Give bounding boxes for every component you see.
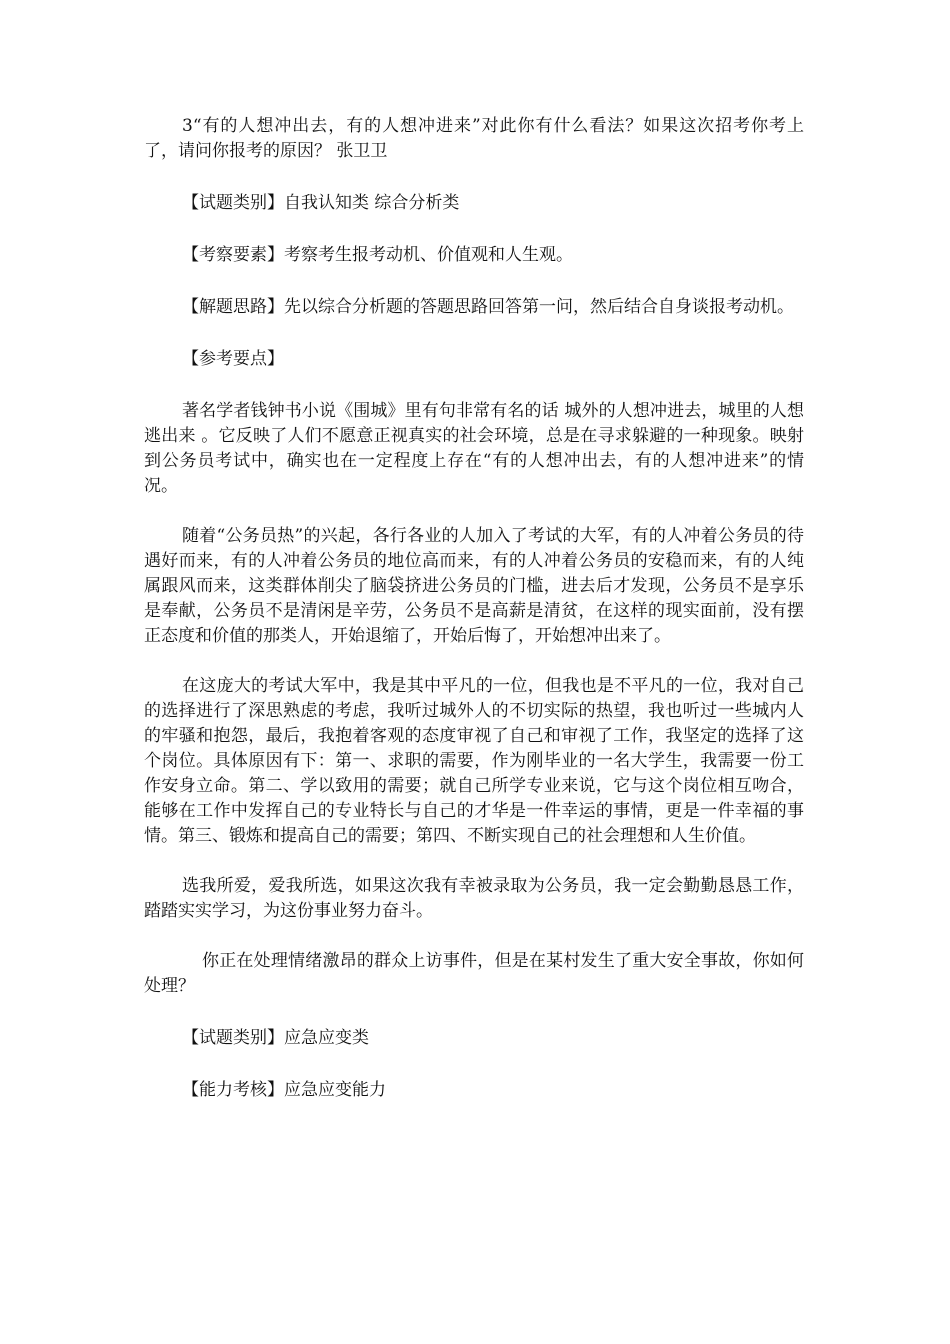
question-3-paragraph-1: 著名学者钱钟书小说《围城》里有句非常有名的话 城外的人想冲进去，城里的人想逃出来 。它反映了人们不愿意正视真实的社会环境，总是在寻求躲避的一种现象。映射到公务员考试中，确实也在一定程度上存在“有的人想冲出去，有的人想冲进来”的情况。 [144,401,804,496]
question-4-title: 你正在处理情绪激昂的群众上访事件，但是在某村发生了重大安全事故，你如何处理？ [144,951,804,996]
question-3-approach: 【解题思路】先以综合分析题的答题思路回答第一问，然后结合自身谈报考动机。 [182,297,794,317]
question-3-title: 3“有的人想冲出去，有的人想冲进来”对此你有什么看法？如果这次招考你考上了，请问你报考的原因？ 张卫卫 [144,116,804,161]
question-4-category: 【试题类别】应急应变类 [182,1028,369,1048]
question-3-category: 【试题类别】自我认知类 综合分析类 [182,193,460,213]
document-page [144,114,804,1103]
question-3-paragraph-4: 选我所爱，爱我所选，如果这次我有幸被录取为公务员，我一定会勤勤恳恳工作，踏踏实实学习，为这份事业努力奋斗。 [144,876,804,921]
question-3-paragraph-2: 随着“公务员热”的兴起，各行各业的人加入了考试的大军，有的人冲着公务员的待遇好而来，有的人冲着公务员的地位高而来，有的人冲着公务员的安稳而来，有的人纯属跟风而来，这类群体削尖了脑袋挤进公务员的门槛，进去后才发现，公务员不是享乐是奉献，公务员不是清闲是辛劳，公务员不是高薪是清贫，在这样的现实面前，没有摆正态度和价值的那类人，开始退缩了，开始后悔了，开始想冲出来了。 [144,526,804,646]
question-3-points-heading: 【参考要点】 [182,349,284,369]
question-4-ability: 【能力考核】应急应变能力 [182,1080,386,1100]
question-3-elements: 【考察要素】考察考生报考动机、价值观和人生观。 [182,245,573,265]
question-3-paragraph-3: 在这庞大的考试大军中，我是其中平凡的一位，但我也是不平凡的一位，我对自己的选择进行了深思熟虑的考虑，我听过城外人的不切实际的热望，我也听过一些城内人的牢骚和抱怨，最后，我抱着客观的态度审视了自己和审视了工作，我坚定的选择了这个岗位。具体原因有下：第一、求职的需要，作为刚毕业的一名大学生，我需要一份工作安身立命。第二、学以致用的需要；就自己所学专业来说，它与这个岗位相互吻合，能够在工作中发挥自己的专业特长与自己的才华是一件幸运的事情，更是一件幸福的事情。第三、锻炼和提高自己的需要；第四、不断实现自己的社会理想和人生价值。 [144,676,804,846]
